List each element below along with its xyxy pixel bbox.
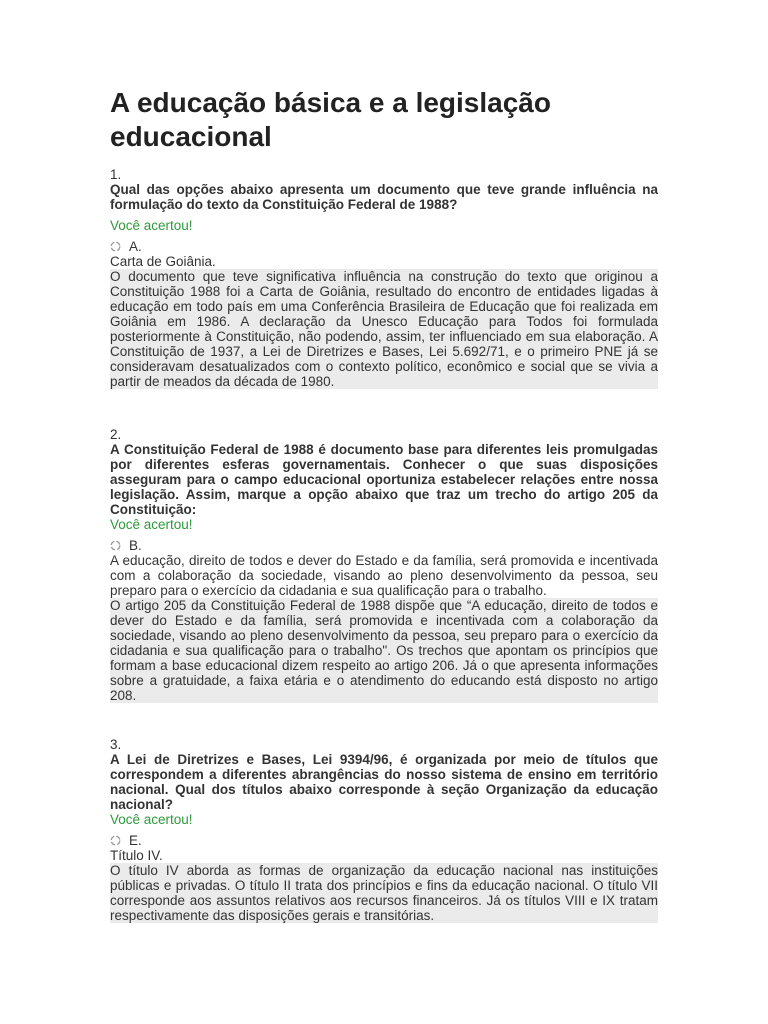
page-title: A educação básica e a legislação educacional [110, 87, 551, 152]
radio-button-icon[interactable] [110, 240, 121, 251]
radio-button-icon[interactable] [110, 834, 121, 845]
question-text: A Lei de Diretrizes e Bases, Lei 9394/96, é organizada por meio de títulos que correspondem a diferentes abrangências do nosso sistema de ensino em território nacional. Qual dos títulos abaixo corresponde à seção Organização da educação nacional? [110, 752, 658, 812]
option-text: A educação, direito de todos e dever do Estado e da família, será promovida e incentivada com a colaboração da sociedade, visando ao pleno desenvolvimento da pessoa, seu preparo para o exercício da cidadania e sua qualificação para o trabalho. [110, 553, 658, 598]
question-2 [110, 427, 658, 703]
selected-option[interactable] [110, 832, 658, 848]
question-text: Qual das opções abaixo apresenta um documento que teve grande influência na formulação do texto da Constituição Federal de 1988? [110, 182, 658, 212]
answer-explanation: O documento que teve significativa influência na construção do texto que originou a Constituição 1988 foi a Carta de Goiânia, resultado do encontro de entidades ligadas à educação em todo país em uma Conferência Brasileira de Educação que foi realizada em Goiânia em 1986. A declaração da Unesco Educação para Todos foi formulada posteriormente à Constituição, não podendo, assim, ter influenciado em sua elaboração. A Constituição de 1937, a Lei de Diretrizes e Bases, Lei 5.692/71, e o primeiro PNE já se consideravam desatualizados com o contexto político, econômico e social que se vivia a partir de meados da década de 1980. [110, 269, 658, 389]
option-text: Carta de Goiânia. [110, 254, 216, 269]
radio-button-icon[interactable] [110, 539, 121, 550]
feedback-correct: Você acertou! [110, 517, 193, 532]
option-letter: A. [129, 239, 142, 254]
answer-explanation: O artigo 205 da Constituição Federal de 1988 dispõe que “A educação, direito de todos e dever do Estado e da família, será promovida e incentivada com a colaboração da sociedade, visando ao pleno desenvolvimento da pessoa, seu preparo para o exercício da cidadania e sua qualificação para o trabalho". Os trechos que apontam os princípios que formam a base educacional dizem respeito ao artigo 206. Já o que apresenta informações sobre a gratuidade, a faixa etária e o atendimento do educando está disposto no artigo 208. [110, 598, 658, 703]
question-number: 1. [110, 167, 122, 182]
selected-option[interactable] [110, 238, 658, 254]
feedback-correct: Você acertou! [110, 218, 193, 233]
question-text: A Constituição Federal de 1988 é documento base para diferentes leis promulgadas por diferentes esferas governamentais. Conhecer o que suas disposições asseguram para o campo educacional oportuniza estabelecer relações entre nossa legislação. Assim, marque a opção abaixo que traz um trecho do artigo 205 da Constituição: [110, 442, 658, 517]
answer-explanation: O título IV aborda as formas de organização da educação nacional nas instituições públicas e privadas. O título II trata dos princípios e fins da educação nacional. O título VII corresponde aos assuntos relativos aos recursos financeiros. Já os títulos VIII e IX tratam respectivamente das disposições gerais e transitórias. [110, 863, 658, 923]
question-number: 3. [110, 737, 122, 752]
question-number: 2. [110, 427, 122, 442]
selected-option[interactable] [110, 537, 658, 553]
option-letter: B. [129, 538, 142, 553]
option-text: Título IV. [110, 848, 163, 863]
question-1 [110, 167, 658, 389]
question-3 [110, 737, 658, 923]
option-letter: E. [129, 833, 142, 848]
feedback-correct: Você acertou! [110, 812, 193, 827]
